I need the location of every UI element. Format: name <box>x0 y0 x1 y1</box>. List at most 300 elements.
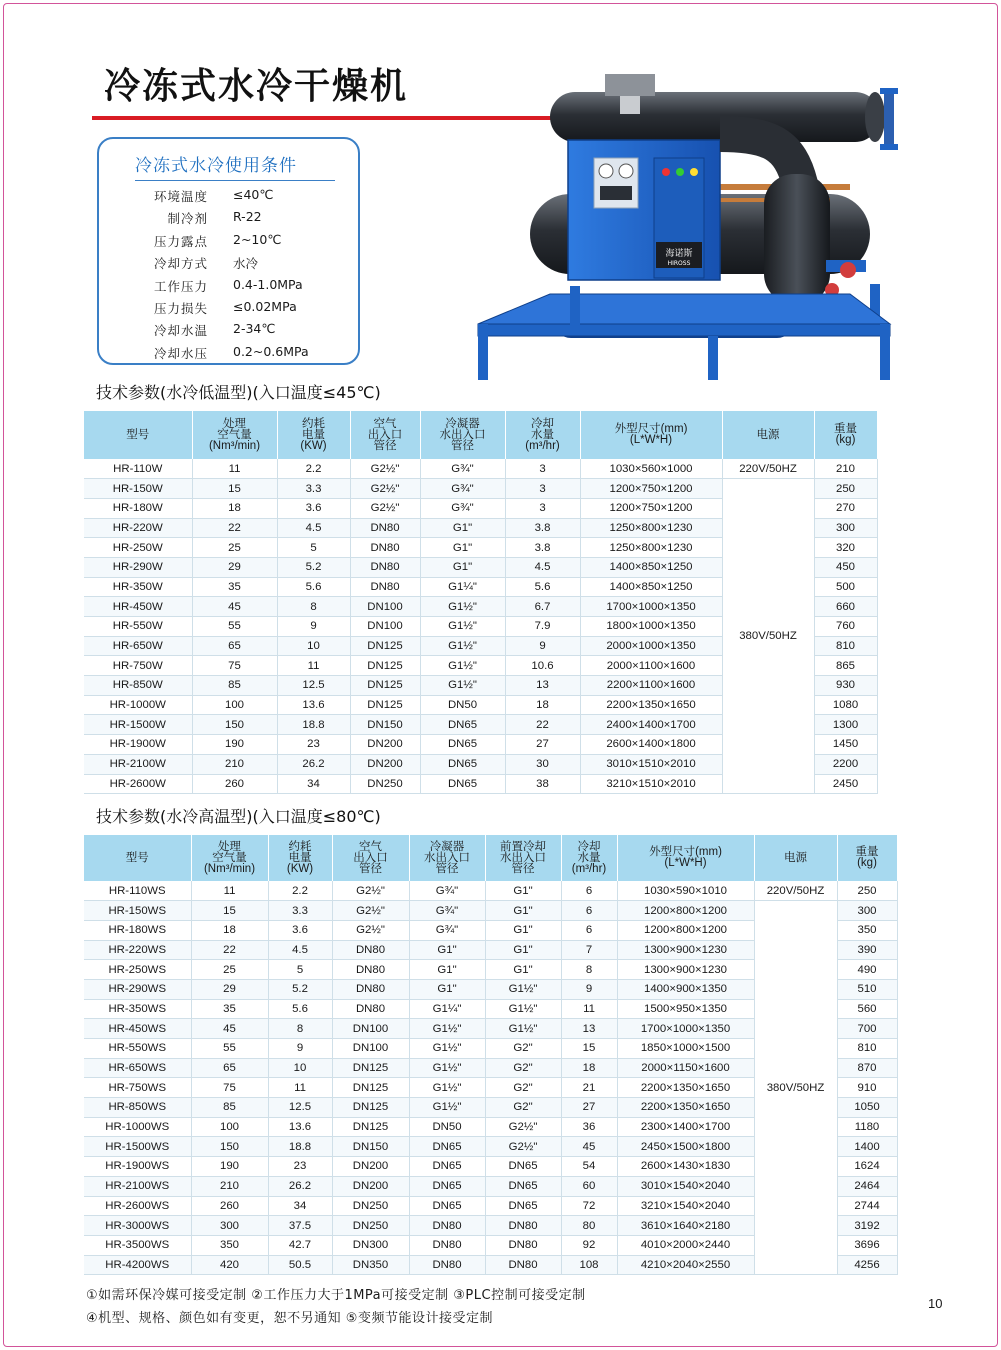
table-cell: 930 <box>814 676 877 696</box>
table-cell: 150 <box>191 1137 268 1157</box>
table-cell: G¾" <box>420 459 505 479</box>
table-cell: 5.6 <box>277 577 350 597</box>
table-cell: HR-550W <box>84 617 192 637</box>
table-cell: DN80 <box>350 577 420 597</box>
table-cell: 7 <box>561 940 617 960</box>
table-cell: 26.2 <box>268 1176 332 1196</box>
condition-row <box>99 344 359 366</box>
high-temp-section-title: 技术参数(水冷高温型)(入口温度≤80℃) <box>96 807 381 826</box>
table-cell: 1624 <box>837 1157 897 1177</box>
condition-label: 冷却水压 <box>153 345 208 361</box>
table-cell: 36 <box>561 1117 617 1137</box>
table-cell: 11 <box>192 459 277 479</box>
condition-value: ≤40℃ <box>233 187 274 202</box>
table-cell: 560 <box>837 999 897 1019</box>
condition-label: 冷却方式 <box>153 256 208 272</box>
table-cell: 260 <box>191 1196 268 1216</box>
table-cell: 660 <box>814 597 877 617</box>
table-cell: 72 <box>561 1196 617 1216</box>
table-cell: 1030×560×1000 <box>580 459 722 479</box>
table-cell: 8 <box>561 960 617 980</box>
table-cell: 11 <box>277 656 350 676</box>
table-cell: DN100 <box>350 617 420 637</box>
table-cell: 2000×1000×1350 <box>580 636 722 656</box>
table-cell: 45 <box>191 1019 268 1039</box>
table-cell: 210 <box>814 459 877 479</box>
table-cell: 18 <box>192 498 277 518</box>
table-cell: 2464 <box>837 1176 897 1196</box>
table-cell: 22 <box>192 518 277 538</box>
table-cell: HR-350W <box>84 577 192 597</box>
low-table-header-cell: 冷凝器 水出入口 管径 <box>420 411 505 459</box>
table-cell: DN125 <box>350 636 420 656</box>
table-cell: 3.8 <box>505 538 580 558</box>
table-cell: 450 <box>814 557 877 577</box>
table-cell: 12.5 <box>277 676 350 696</box>
high-table-header-cell: 前置冷却 水出入口 管径 <box>485 835 561 881</box>
table-cell: G1½" <box>409 1078 485 1098</box>
table-cell: DN125 <box>350 695 420 715</box>
table-cell: 4.5 <box>277 518 350 538</box>
table-cell: DN80 <box>350 538 420 558</box>
table-cell: 29 <box>192 557 277 577</box>
table-cell: G1½" <box>485 1019 561 1039</box>
table-cell: 80 <box>561 1216 617 1236</box>
table-cell: 11 <box>561 999 617 1019</box>
table-cell: 4256 <box>837 1255 897 1275</box>
table-cell: 1400×850×1250 <box>580 557 722 577</box>
table-cell: 23 <box>268 1157 332 1177</box>
table-cell: 1800×1000×1350 <box>580 617 722 637</box>
table-cell: HR-290WS <box>84 979 191 999</box>
table-cell: 1250×800×1230 <box>580 518 722 538</box>
table-cell: 60 <box>561 1176 617 1196</box>
table-cell: 25 <box>192 538 277 558</box>
table-cell: G2" <box>485 1098 561 1118</box>
table-cell: 1180 <box>837 1117 897 1137</box>
table-cell: 65 <box>192 636 277 656</box>
table-cell: 2000×1150×1600 <box>617 1058 754 1078</box>
table-cell: 4010×2000×2440 <box>617 1235 754 1255</box>
page-number: 10 <box>928 1296 943 1311</box>
table-cell: 15 <box>192 479 277 499</box>
table-cell: 3210×1510×2010 <box>580 774 722 794</box>
table-cell: 75 <box>191 1078 268 1098</box>
table-cell: 2.2 <box>268 881 332 901</box>
condition-row <box>99 299 359 321</box>
table-cell: 3 <box>505 498 580 518</box>
low-table-header-cell: 空气 出入口 管径 <box>350 411 420 459</box>
table-cell: 45 <box>561 1137 617 1157</box>
table-cell: HR-2100WS <box>84 1176 191 1196</box>
table-cell: HR-1000WS <box>84 1117 191 1137</box>
power-cell: 380V/50HZ <box>754 901 837 1275</box>
table-cell: 2200×1100×1600 <box>580 676 722 696</box>
conditions-box <box>97 137 360 365</box>
table-cell: G2½" <box>332 901 409 921</box>
table-cell: 27 <box>505 735 580 755</box>
table-cell: 1300 <box>814 715 877 735</box>
table-cell: 1200×800×1200 <box>617 901 754 921</box>
table-cell: 1300×900×1230 <box>617 960 754 980</box>
table-cell: 1400×850×1250 <box>580 577 722 597</box>
table-cell: 30 <box>505 754 580 774</box>
table-cell: G¾" <box>409 901 485 921</box>
table-row <box>84 881 897 901</box>
table-cell: 10 <box>268 1058 332 1078</box>
table-cell: DN350 <box>332 1255 409 1275</box>
table-cell: 810 <box>814 636 877 656</box>
condition-row <box>99 321 359 343</box>
table-cell: 2450 <box>814 774 877 794</box>
table-cell: 2400×1400×1700 <box>580 715 722 735</box>
table-cell: DN50 <box>420 695 505 715</box>
table-cell: 300 <box>814 518 877 538</box>
table-row <box>84 479 877 499</box>
table-cell: DN80 <box>485 1216 561 1236</box>
table-cell: 34 <box>268 1196 332 1216</box>
table-cell: G1½" <box>409 1058 485 1078</box>
low-table-header-cell: 型号 <box>84 411 192 459</box>
table-cell: DN125 <box>332 1058 409 1078</box>
condition-value: 0.4-1.0MPa <box>233 276 303 292</box>
table-cell: 18.8 <box>277 715 350 735</box>
table-cell: 92 <box>561 1235 617 1255</box>
table-cell: DN80 <box>350 518 420 538</box>
table-cell: 870 <box>837 1058 897 1078</box>
table-cell: 42.7 <box>268 1235 332 1255</box>
table-cell: 34 <box>277 774 350 794</box>
table-cell: 2200×1350×1650 <box>580 695 722 715</box>
table-cell: DN125 <box>332 1117 409 1137</box>
table-cell: 3.6 <box>268 920 332 940</box>
table-cell: 27 <box>561 1098 617 1118</box>
table-cell: 11 <box>191 881 268 901</box>
table-cell: 210 <box>191 1176 268 1196</box>
table-cell: DN80 <box>485 1235 561 1255</box>
table-cell: 3.3 <box>277 479 350 499</box>
table-cell: HR-2600WS <box>84 1196 191 1216</box>
low-table-header-cell: 冷却 水量 (m³/hr) <box>505 411 580 459</box>
table-cell: G1½" <box>420 656 505 676</box>
table-cell: 13 <box>505 676 580 696</box>
table-cell: 100 <box>191 1117 268 1137</box>
table-cell: HR-850W <box>84 676 192 696</box>
table-cell: 6 <box>561 901 617 921</box>
table-cell: HR-250WS <box>84 960 191 980</box>
table-cell: DN65 <box>409 1176 485 1196</box>
table-cell: 9 <box>268 1039 332 1059</box>
table-cell: HR-180WS <box>84 920 191 940</box>
table-cell: 300 <box>191 1216 268 1236</box>
table-cell: 865 <box>814 656 877 676</box>
low-temp-section-title: 技术参数(水冷低温型)(入口温度≤45℃) <box>96 383 381 402</box>
table-cell: 4.5 <box>268 940 332 960</box>
condition-value: 2-34℃ <box>233 321 276 337</box>
table-cell: 18 <box>561 1058 617 1078</box>
table-cell: 1200×750×1200 <box>580 479 722 499</box>
table-cell: HR-110W <box>84 459 192 479</box>
table-cell: 390 <box>837 940 897 960</box>
table-cell: DN250 <box>332 1196 409 1216</box>
table-cell: 3 <box>505 479 580 499</box>
table-cell: HR-2600W <box>84 774 192 794</box>
table-cell: 7.9 <box>505 617 580 637</box>
table-cell: 190 <box>192 735 277 755</box>
table-cell: HR-1500WS <box>84 1137 191 1157</box>
table-cell: G2½" <box>350 479 420 499</box>
high-table-header-row <box>84 835 897 881</box>
table-cell: 250 <box>837 881 897 901</box>
table-cell: HR-3500WS <box>84 1235 191 1255</box>
table-cell: 2000×1100×1600 <box>580 656 722 676</box>
table-cell: 2.2 <box>277 459 350 479</box>
low-table-header-cell: 约耗 电量 (KW) <box>277 411 350 459</box>
table-cell: G1½" <box>409 1039 485 1059</box>
condition-row <box>99 209 359 231</box>
table-cell: 75 <box>192 656 277 676</box>
high-table-header-cell: 冷却 水量 (m³/hr) <box>561 835 617 881</box>
table-cell: 3.6 <box>277 498 350 518</box>
table-cell: 9 <box>505 636 580 656</box>
table-cell: 3.3 <box>268 901 332 921</box>
table-cell: G1" <box>409 940 485 960</box>
table-cell: HR-1900WS <box>84 1157 191 1177</box>
condition-row <box>99 277 359 299</box>
table-cell: 10 <box>277 636 350 656</box>
table-cell: 1450 <box>814 735 877 755</box>
condition-value: 水冷 <box>233 256 259 272</box>
condition-label: 冷却水温 <box>153 323 208 339</box>
table-cell: 1850×1000×1500 <box>617 1039 754 1059</box>
table-cell: HR-110WS <box>84 881 191 901</box>
table-cell: HR-450W <box>84 597 192 617</box>
table-cell: 35 <box>192 577 277 597</box>
table-cell: G¾" <box>409 920 485 940</box>
table-cell: 54 <box>561 1157 617 1177</box>
table-cell: DN80 <box>409 1216 485 1236</box>
table-cell: HR-3000WS <box>84 1216 191 1236</box>
low-table-header-row <box>84 411 877 459</box>
table-cell: 510 <box>837 979 897 999</box>
table-cell: 350 <box>191 1235 268 1255</box>
table-cell: HR-850WS <box>84 1098 191 1118</box>
table-cell: 3192 <box>837 1216 897 1236</box>
table-cell: 38 <box>505 774 580 794</box>
table-cell: HR-750WS <box>84 1078 191 1098</box>
table-cell: 29 <box>191 979 268 999</box>
table-cell: DN200 <box>350 754 420 774</box>
table-cell: DN50 <box>409 1117 485 1137</box>
table-cell: DN100 <box>332 1039 409 1059</box>
table-cell: 6.7 <box>505 597 580 617</box>
condition-label: 压力露点 <box>153 233 208 249</box>
table-cell: DN150 <box>350 715 420 735</box>
table-cell: HR-150WS <box>84 901 191 921</box>
table-cell: 1200×800×1200 <box>617 920 754 940</box>
table-cell: HR-550WS <box>84 1039 191 1059</box>
high-table-header-cell: 电源 <box>754 835 837 881</box>
table-cell: DN125 <box>350 676 420 696</box>
table-cell: 6 <box>561 920 617 940</box>
table-cell: 2200×1350×1650 <box>617 1098 754 1118</box>
table-cell: HR-2100W <box>84 754 192 774</box>
table-cell: HR-650W <box>84 636 192 656</box>
table-cell: G1¼" <box>409 999 485 1019</box>
table-cell: DN200 <box>332 1157 409 1177</box>
table-cell: G1" <box>420 538 505 558</box>
table-cell: 150 <box>192 715 277 735</box>
table-cell: 85 <box>191 1098 268 1118</box>
table-cell: 12.5 <box>268 1098 332 1118</box>
table-cell: G2½" <box>332 920 409 940</box>
table-cell: 2600×1430×1830 <box>617 1157 754 1177</box>
table-cell: DN65 <box>420 754 505 774</box>
condition-label: 压力损失 <box>153 301 208 316</box>
table-cell: 4210×2040×2550 <box>617 1255 754 1275</box>
table-cell: G¾" <box>409 881 485 901</box>
low-table-header-cell: 处理 空气量 (Nm³/min) <box>192 411 277 459</box>
table-cell: 10.6 <box>505 656 580 676</box>
low-table-header-cell: 电源 <box>722 411 814 459</box>
table-cell: 22 <box>505 715 580 735</box>
table-cell: 3 <box>505 459 580 479</box>
table-cell: HR-150W <box>84 479 192 499</box>
table-cell: 1250×800×1230 <box>580 538 722 558</box>
table-cell: 3696 <box>837 1235 897 1255</box>
table-cell: HR-1500W <box>84 715 192 735</box>
table-cell: 2450×1500×1800 <box>617 1137 754 1157</box>
condition-value: 2~10℃ <box>233 231 282 247</box>
table-cell: 21 <box>561 1078 617 1098</box>
table-cell: 13.6 <box>277 695 350 715</box>
table-cell: 490 <box>837 960 897 980</box>
table-cell: DN65 <box>420 774 505 794</box>
high-table-header-cell: 重量 (kg) <box>837 835 897 881</box>
table-cell: 8 <box>277 597 350 617</box>
table-cell: DN65 <box>485 1196 561 1216</box>
table-cell: DN80 <box>332 999 409 1019</box>
table-cell: 3010×1510×2010 <box>580 754 722 774</box>
table-cell: 18.8 <box>268 1137 332 1157</box>
condition-value: R-22 <box>233 209 262 225</box>
table-cell: HR-250W <box>84 538 192 558</box>
table-cell: HR-650WS <box>84 1058 191 1078</box>
table-cell: G1½" <box>485 979 561 999</box>
table-cell: 1080 <box>814 695 877 715</box>
table-cell: 65 <box>191 1058 268 1078</box>
table-cell: G2" <box>485 1039 561 1059</box>
table-cell: 9 <box>277 617 350 637</box>
table-cell: 760 <box>814 617 877 637</box>
table-cell: DN65 <box>485 1176 561 1196</box>
table-cell: DN125 <box>332 1098 409 1118</box>
table-cell: 108 <box>561 1255 617 1275</box>
high-table-header-cell: 型号 <box>84 835 191 881</box>
table-cell: HR-450WS <box>84 1019 191 1039</box>
table-cell: 1050 <box>837 1098 897 1118</box>
table-cell: G2" <box>485 1058 561 1078</box>
notes-line-2: ④机型、规格、颜色如有变更，恕不另通知 ⑤变频节能设计接受定制 <box>86 1311 493 1326</box>
condition-row <box>99 232 359 254</box>
table-cell: 25 <box>191 960 268 980</box>
table-cell: 5.2 <box>277 557 350 577</box>
table-cell: 2744 <box>837 1196 897 1216</box>
table-cell: 11 <box>268 1078 332 1098</box>
table-cell: DN65 <box>409 1196 485 1216</box>
power-cell: 220V/50HZ <box>754 881 837 901</box>
table-cell: 1700×1000×1350 <box>580 597 722 617</box>
table-cell: 1030×590×1010 <box>617 881 754 901</box>
table-cell: 35 <box>191 999 268 1019</box>
dryer-machine-image <box>470 74 900 380</box>
table-cell: DN65 <box>409 1157 485 1177</box>
condition-label: 制冷剂 <box>167 211 208 227</box>
condition-label: 环境温度 <box>153 189 208 204</box>
table-cell: DN200 <box>332 1176 409 1196</box>
conditions-divider <box>135 180 335 181</box>
table-cell: G1" <box>485 940 561 960</box>
table-cell: HR-220W <box>84 518 192 538</box>
table-cell: HR-1900W <box>84 735 192 755</box>
table-cell: 5 <box>277 538 350 558</box>
brand-en: HIROSS <box>667 260 691 267</box>
power-cell: 380V/50HZ <box>722 479 814 794</box>
table-cell: DN80 <box>409 1235 485 1255</box>
table-cell: 85 <box>192 676 277 696</box>
table-cell: 2200×1350×1650 <box>617 1078 754 1098</box>
table-cell: 190 <box>191 1157 268 1177</box>
table-row <box>84 459 877 479</box>
table-cell: G1" <box>420 518 505 538</box>
table-cell: DN100 <box>332 1019 409 1039</box>
table-cell: HR-180W <box>84 498 192 518</box>
table-cell: DN80 <box>332 940 409 960</box>
table-cell: G1" <box>485 920 561 940</box>
table-cell: 15 <box>191 901 268 921</box>
table-cell: G1½" <box>420 676 505 696</box>
table-cell: 3210×1540×2040 <box>617 1196 754 1216</box>
table-cell: 270 <box>814 498 877 518</box>
high-table-header-cell: 空气 出入口 管径 <box>332 835 409 881</box>
table-cell: DN125 <box>332 1078 409 1098</box>
table-cell: G1" <box>409 960 485 980</box>
table-cell: 500 <box>814 577 877 597</box>
table-cell: HR-220WS <box>84 940 191 960</box>
table-cell: 55 <box>191 1039 268 1059</box>
table-cell: 23 <box>277 735 350 755</box>
table-cell: 320 <box>814 538 877 558</box>
table-cell: DN100 <box>350 597 420 617</box>
table-cell: DN65 <box>409 1137 485 1157</box>
table-row <box>84 901 897 921</box>
table-cell: DN125 <box>350 656 420 676</box>
conditions-title: 冷冻式水冷使用条件 <box>135 156 297 176</box>
table-cell: 6 <box>561 881 617 901</box>
table-cell: 1400×900×1350 <box>617 979 754 999</box>
table-cell: 22 <box>191 940 268 960</box>
table-cell: 26.2 <box>277 754 350 774</box>
table-cell: G1½" <box>485 999 561 1019</box>
table-cell: 13 <box>561 1019 617 1039</box>
low-temp-spec-table <box>84 411 878 794</box>
table-cell: 18 <box>191 920 268 940</box>
table-cell: DN150 <box>332 1137 409 1157</box>
table-cell: 45 <box>192 597 277 617</box>
table-cell: HR-4200WS <box>84 1255 191 1275</box>
table-cell: G1" <box>485 901 561 921</box>
high-table-header-cell: 冷凝器 水出入口 管径 <box>409 835 485 881</box>
